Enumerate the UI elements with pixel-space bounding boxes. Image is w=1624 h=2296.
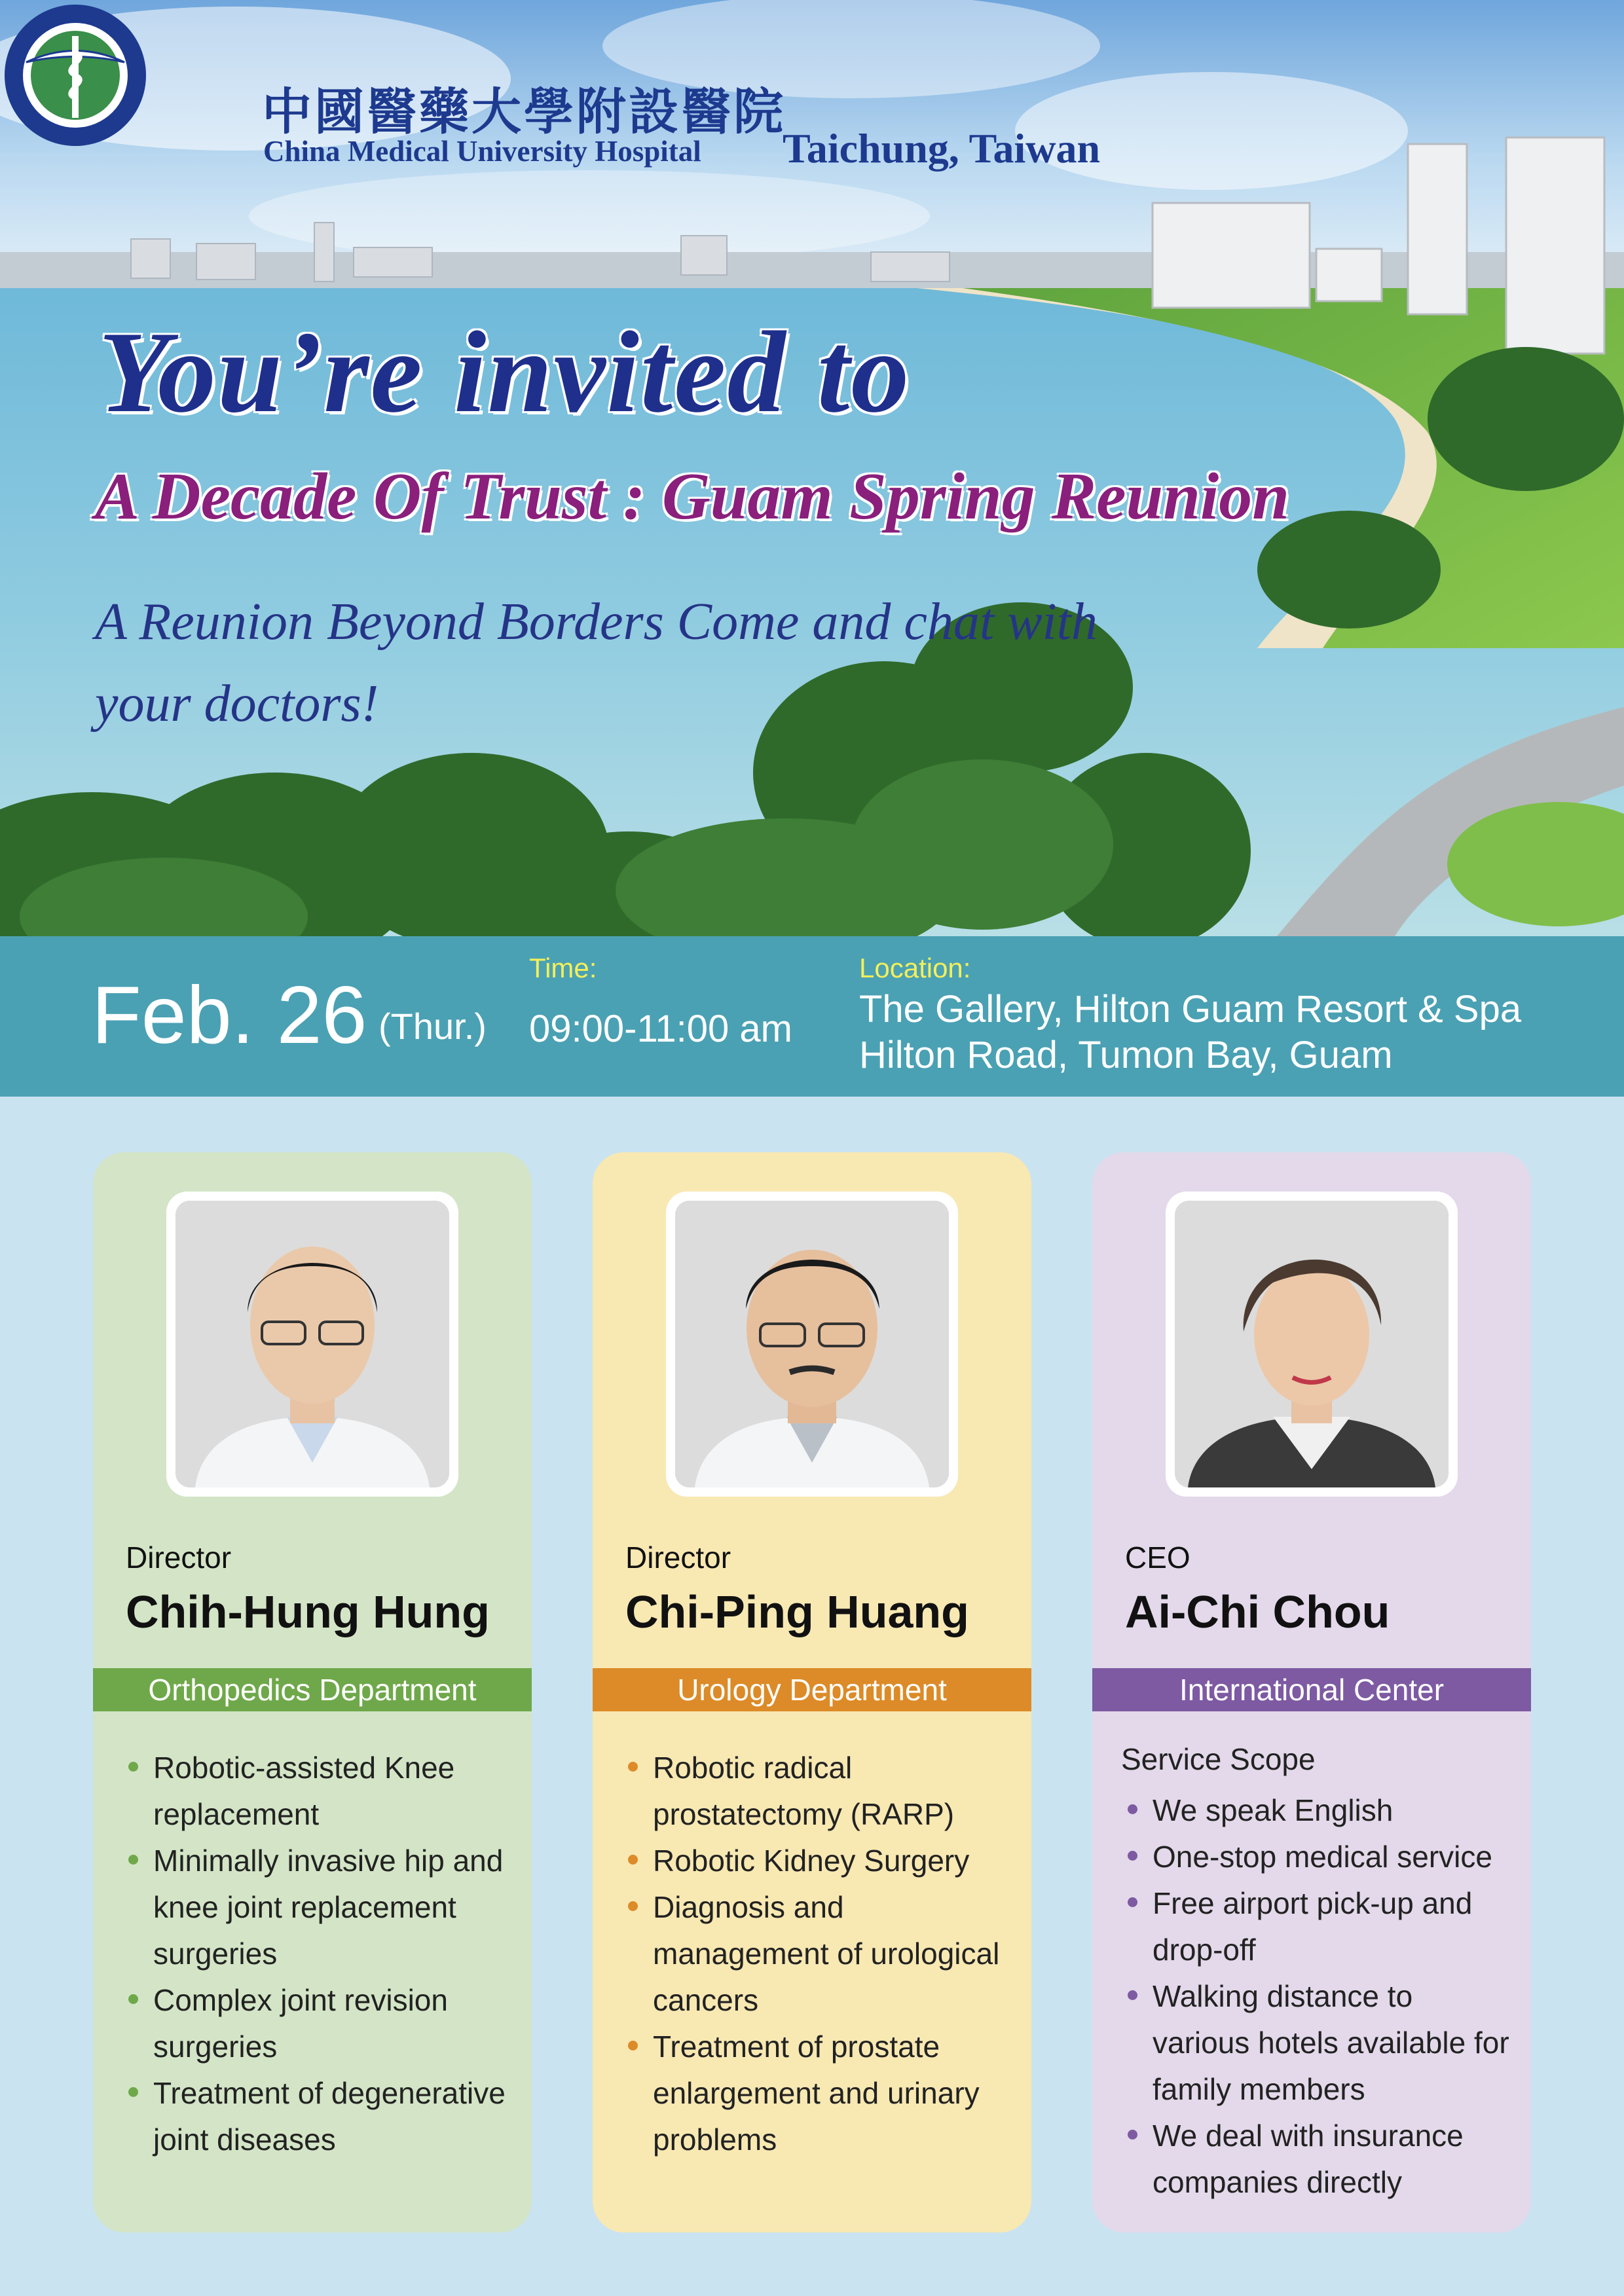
list-item: We speak English [1121, 1787, 1514, 1834]
location-line-1: The Gallery, Hilton Guam Resort & Spa [859, 988, 1522, 1030]
doctor-portrait-image [175, 1201, 449, 1487]
hospital-name-english: China Medical University Hospital [263, 135, 701, 168]
doctor-name: Chih-Hung Hung [126, 1586, 490, 1637]
department-banner: Urology Department [593, 1668, 1031, 1711]
services-list [1121, 1787, 1514, 2206]
bullet-icon [628, 1901, 638, 1911]
bullet-icon [128, 1994, 138, 2004]
bullet-icon [128, 1762, 138, 1772]
hospital-name-chinese: 中國醫藥大學附設醫院 [262, 82, 786, 141]
doctor-card-urology [593, 1152, 1031, 2232]
list-item: Robotic Kidney Surgery [621, 1838, 1014, 1884]
doctor-card-international-center [1092, 1152, 1531, 2232]
doctor-name: Ai-Chi Chou [1125, 1586, 1390, 1637]
bullet-icon [1128, 2130, 1137, 2140]
list-item: Free airport pick-up and drop-off [1121, 1880, 1514, 1973]
location-label: Location: [859, 953, 971, 983]
location-line-2: Hilton Road, Tumon Bay, Guam [859, 1034, 1393, 1076]
list-item: Minimally invasive hip and knee joint replacement surgeries [122, 1838, 515, 1977]
bullet-icon [1128, 1990, 1137, 2000]
bullet-icon [1128, 1897, 1137, 1907]
doctor-photo [666, 1192, 958, 1497]
doctor-portrait-image [675, 1201, 949, 1487]
bullet-icon [628, 1855, 638, 1865]
department-banner: International Center [1092, 1668, 1531, 1711]
doctor-title: Director [126, 1540, 232, 1575]
doctor-title: CEO [1125, 1540, 1190, 1575]
list-item: Robotic radical prostatectomy (RARP) [621, 1745, 1014, 1838]
ceo-portrait-image [1175, 1201, 1449, 1487]
doctor-card-orthopedics [93, 1152, 532, 2232]
service-scope-heading: Service Scope [1121, 1742, 1316, 1776]
list-item: We deal with insurance companies directly [1121, 2113, 1514, 2206]
event-time: 09:00-11:00 am [529, 1008, 792, 1050]
list-item: Complex joint revision surgeries [122, 1977, 515, 2070]
services-list [122, 1745, 515, 2163]
bullet-icon [128, 2087, 138, 2097]
bullet-icon [1128, 1804, 1137, 1814]
invitation-heading: You’re invited to [98, 307, 911, 437]
doctor-photo [1166, 1192, 1458, 1497]
hospital-logo [0, 0, 151, 151]
list-item: Treatment of prostate enlargement and urinary problems [621, 2024, 1014, 2163]
event-date: Feb. 26 [92, 970, 367, 1061]
list-item: Diagnosis and management of urological cancers [621, 1884, 1014, 2024]
hospital-location: Taichung, Taiwan [783, 125, 1101, 172]
time-label: Time: [529, 953, 597, 983]
event-tagline: A Reunion Beyond Borders Come and chat with your doctors! [95, 593, 1098, 733]
event-title: A Decade Of Trust : Guam Spring Reunion [95, 460, 1289, 534]
event-day-of-week: (Thur.) [378, 1006, 487, 1047]
doctor-name: Chi-Ping Huang [625, 1586, 969, 1637]
doctor-photo [166, 1192, 458, 1497]
bullet-icon [128, 1855, 138, 1865]
list-item: Treatment of degenerative joint diseases [122, 2070, 515, 2163]
list-item: One-stop medical service [1121, 1834, 1514, 1880]
hero-banner [0, 0, 1624, 936]
services-list [621, 1745, 1014, 2163]
bullet-icon [628, 2041, 638, 2050]
list-item: Robotic-assisted Knee replacement [122, 1745, 515, 1838]
doctor-title: Director [625, 1540, 731, 1575]
bullet-icon [628, 1762, 638, 1772]
list-item: Walking distance to various hotels available for family members [1121, 1973, 1514, 2113]
bullet-icon [1128, 1851, 1137, 1861]
department-banner: Orthopedics Department [93, 1668, 532, 1711]
